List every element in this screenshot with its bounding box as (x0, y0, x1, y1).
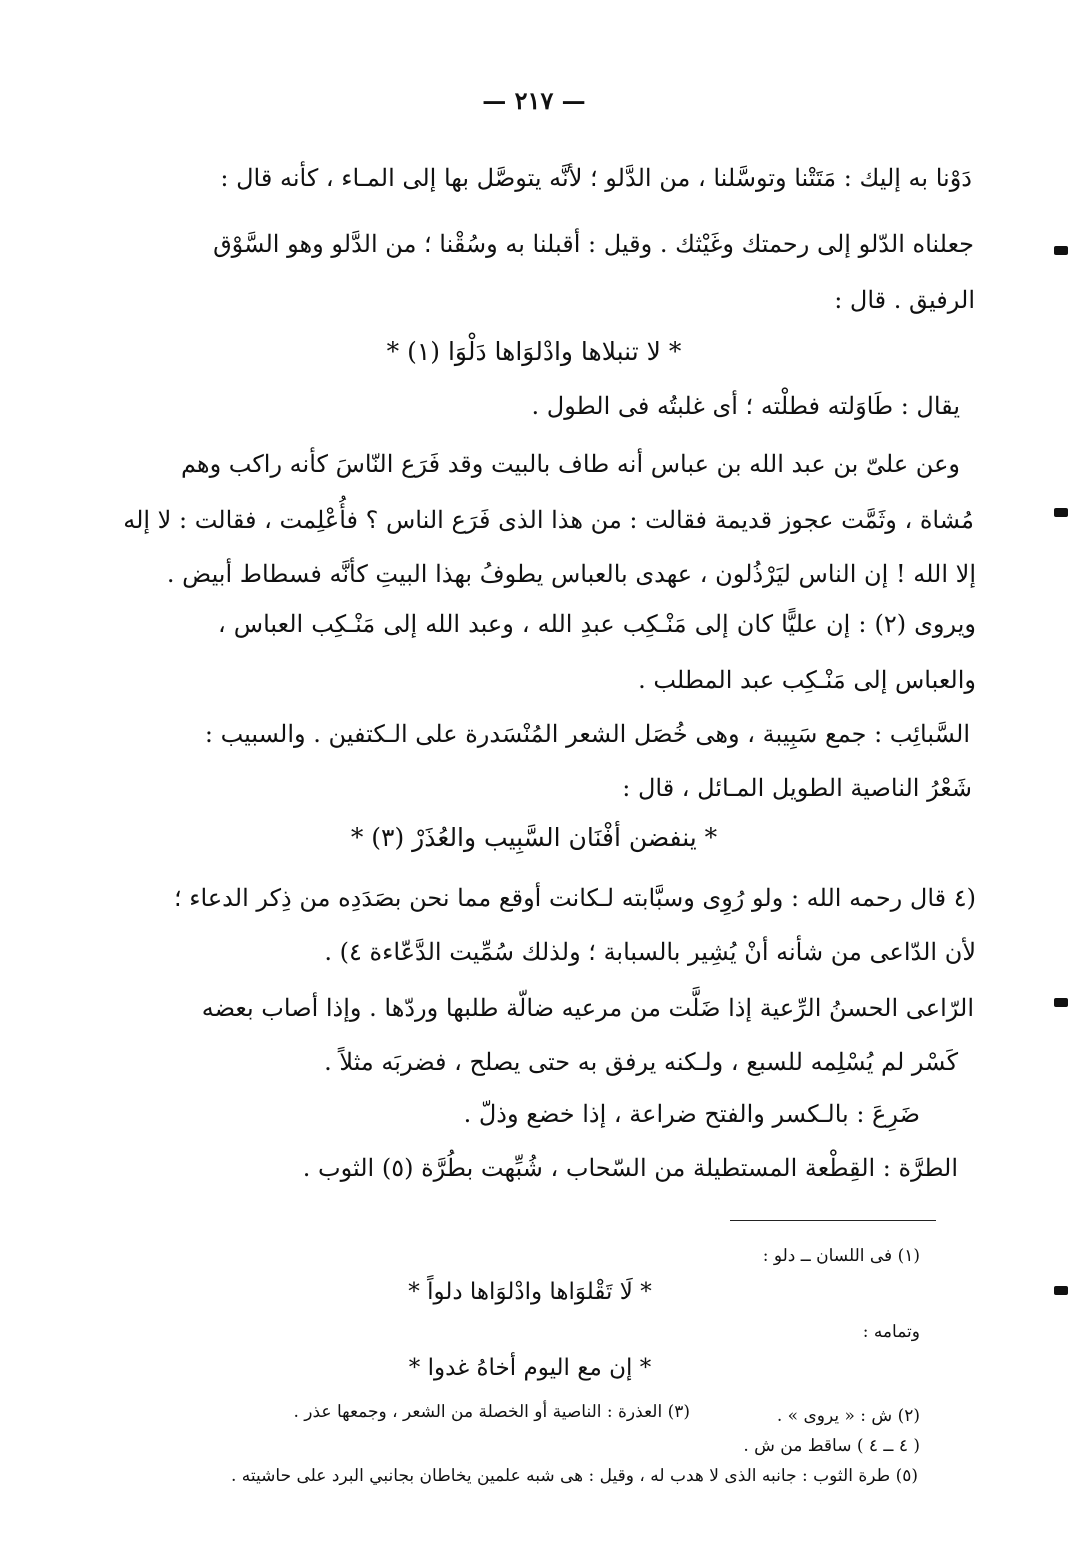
body-line-12: شَعْرُ الناصية الطويل المـائل ، قال : (622, 774, 972, 802)
footnote-5: (٥) طرة الثوب : جانبه الذى لا هدب له ، وقيل : هى شبه علمين يخاطان بجانبي البرد على حاشيته . (230, 1466, 918, 1486)
body-line-19: الطرَّة : القِطْعة المستطيلة من السّحاب ، شُبِّهت بطُرَّة (٥) الثوب . (302, 1154, 958, 1182)
body-line-17: كَسْر لم يُسْلِمه للسبع ، ولـكنه يرفق به حتى يصلح ، فضربَه مثلاً . (324, 1048, 958, 1076)
margin-mark (1054, 998, 1068, 1007)
body-line-2: جعلناه الدّلو إلى رحمتك وغَيْثك . وقيل : أقبلنا به وسُقْنا ؛ من الدَّلو وهو السَّوْق (213, 230, 974, 258)
margin-mark (1054, 246, 1068, 255)
body-line-14: (٤ قال رحمه الله : ولو رُوِى وسبَّابته لـكانت أوقع مما نحن بصَدَدِه من ذِكر الدعاء ؛ (173, 884, 976, 912)
body-line-7: مُشاة ، وثَمَّت عجوز قديمة فقالت : من هذا الذى فَرَع الناس ؟ فأُعْلِمت ، فقالت : لا إله (123, 506, 974, 534)
body-line-9: ويروى (٢) : إن عليًّا كان إلى مَنْـكِب عبدِ الله ، وعبد الله إلى مَنْـكِب العباس ، (218, 610, 976, 638)
margin-mark (1054, 508, 1068, 517)
page-number: — ٢١٧ — (482, 86, 586, 115)
body-line-18: ضَرِعَ : بالـكسر والفتح ضراعة ، إذا خضع وذلّ . (463, 1100, 920, 1128)
body-line-1: دَوْنا به إليك : مَتَتْنا وتوسَّلنا ، من الدَّلو ؛ لأنَّه يتوصَّل بها إلى المـاء ، كأنه قال : (220, 164, 972, 192)
body-line-16: الرّاعى الحسنُ الرِّعية إذا ضَلَّت من مرعيه ضالّة طلبها وردّها . وإذا أصاب بعضه (201, 994, 974, 1022)
body-line-6: وعن علىّ بن عبد الله بن عباس أنه طاف بالبيت وقد فَرَع النّاسَ كأنه راكب وهم (180, 450, 960, 478)
footnote-1-label: (١) فى اللسان ــ دلو : (762, 1246, 920, 1266)
footnote-1-continuation: وتمامه : (862, 1322, 920, 1342)
footnote-divider (730, 1220, 936, 1221)
verse-2: * ينفضن أفْنَان السَّبِيب والعُذَرْ (٣) * (350, 823, 718, 852)
footnote-2: (٢) ش : « يروى » . (776, 1406, 920, 1426)
body-line-15: لأن الدّاعى من شأنه أنْ يُشِير بالسبابة ؛ ولذلك سُمِّيت الدَّعّاءة ٤) . (324, 938, 976, 966)
body-line-11: السَّبائِب : جمع سَبِيبة ، وهى خُصَل الشعر المُنْسَدرة على الـكتفين . والسبيب : (204, 720, 970, 748)
body-line-10: والعباس إلى مَنْـكِب عبد المطلب . (638, 666, 976, 694)
footnote-3: (٣) العذرة : الناصية أو الخصلة من الشعر ، وجمعها عذر . (293, 1402, 690, 1422)
footnote-1-verse: * لَا تَقْلوَاها وادْلوَاها دلواً * (408, 1279, 652, 1305)
verse-1: * لا تنبلاها وادْلوَاها دَلْوَا (١) * (386, 337, 682, 366)
margin-mark (1054, 1286, 1068, 1295)
body-line-8: إلا الله ! إن الناس ليَرْذُلون ، عهدى بالعباس يطوفُ بهذا البيتِ كأنَّه فسطاط أبيض . (166, 560, 976, 588)
body-line-5: يقال : طَاوَلته فطلْته ؛ أى غلبتُه فى الطول . (531, 392, 960, 420)
body-line-3: الرفيق . قال : (834, 286, 975, 314)
footnote-4: ( ٤ ــ ٤ ) ساقط من ش . (743, 1436, 920, 1456)
footnote-1-verse-2: * إن مع اليوم أخاهُ غدوا * (408, 1355, 652, 1381)
